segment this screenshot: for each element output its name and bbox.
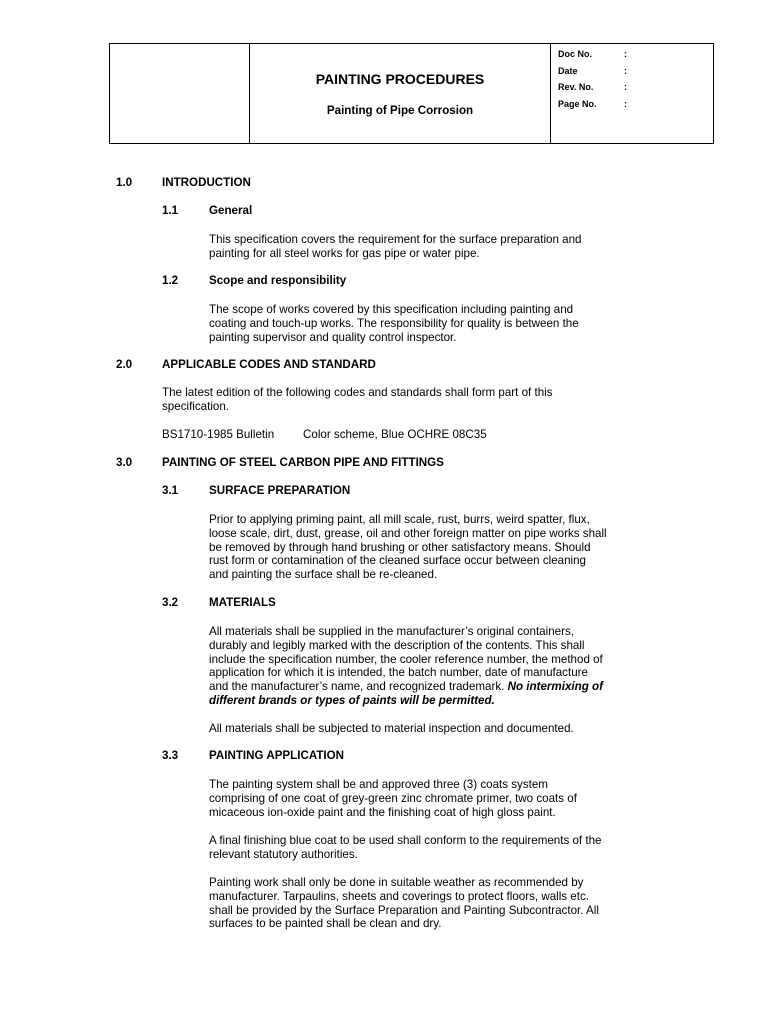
paragraph-materials-inspection: All materials shall be subjected to material inspection and documented. (209, 722, 574, 735)
document-title: PAINTING PROCEDURES (315, 71, 485, 87)
subsection-3-2-title: MATERIALS (209, 596, 276, 609)
section-2-number: 2.0 (116, 358, 133, 371)
subsection-1-2-title: Scope and responsibility (209, 274, 347, 287)
paragraph-weather-conditions: Painting work shall only be done in suitable weather as recommended by manufacturer. Tarpaulins, sheets and coverings to protect floors, walls etc. shall be provided by the Surface Preparation and Painting Subcontractor. All surfaces to be painted shall be clean and dry. (209, 876, 599, 931)
document-subtitle: Painting of Pipe Corrosion (326, 104, 474, 117)
section-2-title: APPLICABLE CODES AND STANDARD (162, 358, 376, 371)
subsection-3-3-title: PAINTING APPLICATION (209, 749, 345, 762)
paragraph-surface-preparation: Prior to applying priming paint, all mill scale, rust, burrs, weird spatter, flux, loose scale, dirt, dust, grease, oil and other foreign matter on pipe works shall be removed by through hand brushing or other satisfactory means. Should rust form or contamination of the cleaned surface occur between cleaning and painting the surface shall be re-cleaned. (209, 513, 607, 582)
code-description: Color scheme, Blue OCHRE 08C35 (303, 428, 487, 441)
section-3-number: 3.0 (116, 456, 133, 469)
paragraph-codes: The latest edition of the following codes and standards shall form part of this specification. (162, 386, 553, 413)
code-reference-line (162, 428, 487, 442)
paragraph-painting-system: The painting system shall be and approved three (3) coats system comprising of one coat of grey-green zinc chromate primer, two coats of micaceous ion-oxide paint and the finishing coat of high gloss paint. (209, 778, 577, 819)
title-cell (250, 44, 551, 143)
subsection-1-1-number: 1.1 (162, 204, 179, 217)
section-1-number: 1.0 (116, 176, 133, 189)
no-intermixing-warning: No intermixing of (507, 680, 603, 694)
paragraph-materials: All materials shall be supplied in the manufacturer’s original containers, durably and legibly marked with the description of the contents. This shall include the specification number, the cooler reference number, the method of application for which it is intended, the batch number, date of manufacture and the manufacturer’s name, and recognized trademark. No intermixing of different brands or types of paints will be permitted. (209, 625, 669, 708)
document-header-table (109, 43, 714, 144)
subsection-1-1-title: General (209, 204, 253, 217)
subsection-3-1-number: 3.1 (162, 484, 179, 497)
document-meta (558, 48, 708, 114)
section-1-title: INTRODUCTION (162, 176, 251, 189)
meta-page-no: Page No. : (558, 98, 627, 109)
subsection-3-1-title: SURFACE PREPARATION (209, 484, 351, 497)
paragraph-finishing-coat: A final finishing blue coat to be used shall conform to the requirements of the relevant statutory authorities. (209, 834, 602, 861)
logo-cell (110, 44, 250, 143)
code-reference: BS1710-1985 Bulletin (162, 428, 275, 441)
paragraph-general: This specification covers the requirement for the surface preparation and painting for all steel works for gas pipe or water pipe. (209, 233, 582, 260)
meta-doc-no: Doc No. : (558, 49, 627, 59)
section-3-title: PAINTING OF STEEL CARBON PIPE AND FITTINGS (162, 456, 444, 469)
subsection-1-2-number: 1.2 (162, 274, 179, 287)
meta-date: Date : (558, 65, 627, 76)
paragraph-scope: The scope of works covered by this specification including painting and coating and touch-up works. The responsibility for quality is between the painting supervisor and quality control inspector. (209, 303, 579, 344)
no-intermixing-warning-cont: different brands or types of paints will be permitted. (209, 693, 495, 707)
meta-rev-no: Rev. No. : (558, 82, 627, 92)
subsection-3-2-number: 3.2 (162, 596, 179, 609)
subsection-3-3-number: 3.3 (162, 749, 179, 762)
